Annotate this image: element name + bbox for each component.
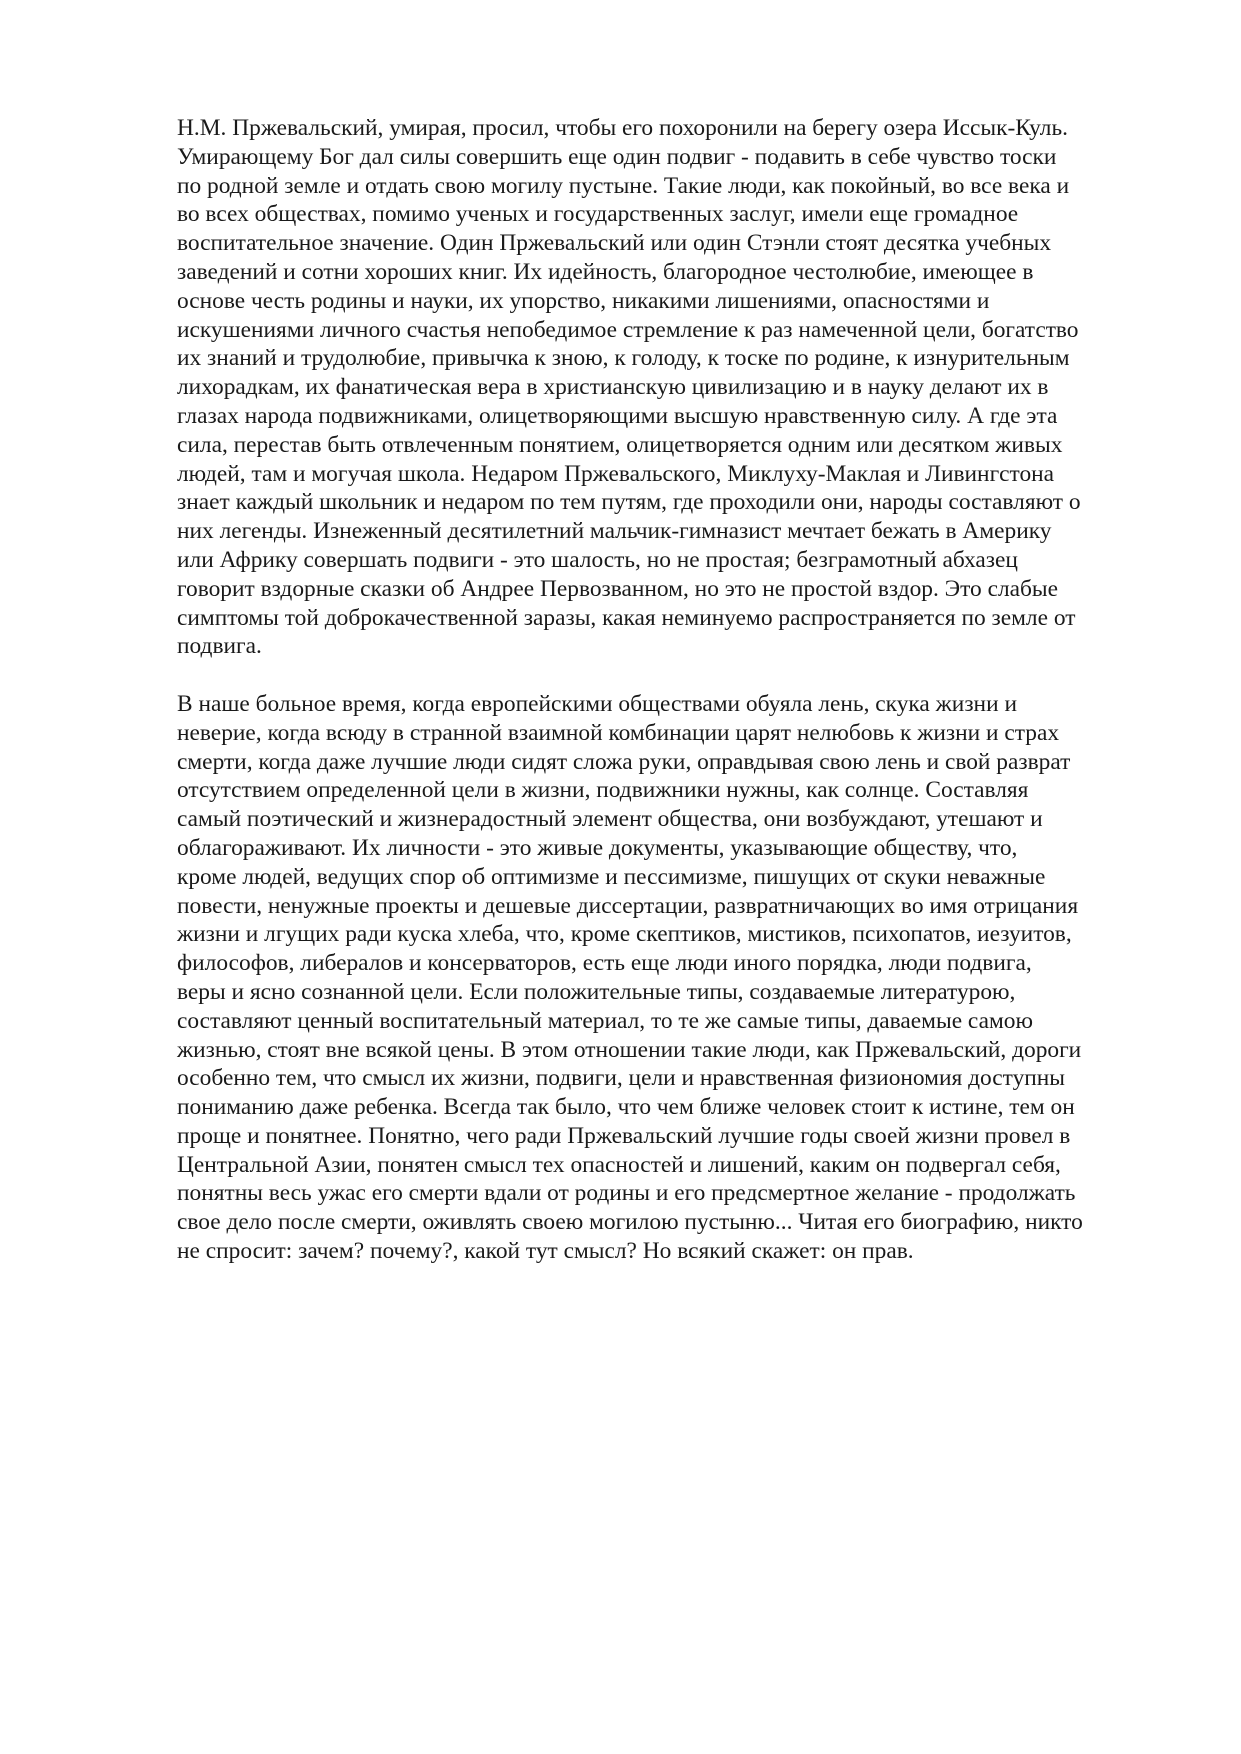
text-line: их знаний и трудолюбие, привычка к зною, к голоду, к тоске по родине, к изнурительным bbox=[177, 345, 1070, 372]
text-line: искушениями личного счастья непобедимое стремление к раз намеченной цели, богатство bbox=[177, 316, 1079, 343]
text-line: смерти, когда даже лучшие люди сидят сложа руки, оправдывая свою лень и свой разврат bbox=[177, 748, 1071, 775]
text-line: В наше больное время, когда европейскими обществами обуяла лень, скука жизни и bbox=[177, 690, 1017, 717]
paragraph-spacer bbox=[177, 661, 1167, 690]
text-line: симптомы той доброкачественной заразы, какая неминуемо распространяется по земле от bbox=[177, 604, 1076, 631]
text-line: проще и понятнее. Понятно, чего ради Пржевальский лучшие годы своей жизни провел в bbox=[177, 1122, 1071, 1149]
text-line: подвига. bbox=[177, 633, 262, 660]
document-body bbox=[177, 114, 1167, 1266]
text-line: Н.М. Пржевальский, умирая, просил, чтобы его похоронили на берегу озера Иссык-Куль. bbox=[177, 115, 1068, 141]
text-line: жизни и лгущих ради куска хлеба, что, кроме скептиков, мистиков, психопатов, иезуитов, bbox=[177, 921, 1072, 948]
text-line: отсутствием определенной цели в жизни, подвижники нужны, как солнце. Составляя bbox=[177, 777, 1029, 804]
text-line: людей, там и могучая школа. Недаром Пржевальского, Миклуху-Маклая и Ливингстона bbox=[177, 460, 1055, 487]
text-line: неверие, когда всюду в странной взаимной комбинации царят нелюбовь к жизни и страх bbox=[177, 719, 1060, 746]
text-line: по родной земле и отдать свою могилу пустыне. Такие люди, как покойный, во все века и bbox=[177, 172, 1070, 199]
text-line: не спросит: зачем? почему?, какой тут смысл? Но всякий скажет: он прав. bbox=[177, 1238, 914, 1265]
paragraph-1 bbox=[177, 114, 1167, 661]
text-line: свое дело после смерти, оживлять своею могилою пустыню... Читая его биографию, никто bbox=[177, 1209, 1083, 1236]
text-line: веры и ясно сознанной цели. Если положительные типы, создаваемые литературою, bbox=[177, 978, 1016, 1005]
text-line: самый поэтический и жизнерадостный элемент общества, они возбуждают, утешают и bbox=[177, 806, 1043, 833]
text-line: особенно тем, что смысл их жизни, подвиги, цели и нравственная физиономия доступны bbox=[177, 1065, 1066, 1092]
text-line: облагораживают. Их личности - это живые документы, указывающие обществу, что, bbox=[177, 834, 1018, 861]
text-line: Центральной Азии, понятен смысл тех опасностей и лишений, каким он подвергал себя, bbox=[177, 1151, 1061, 1178]
paragraph-2 bbox=[177, 690, 1167, 1266]
text-line: знает каждый школьник и недаром по тем путям, где проходили они, народы составляют о bbox=[177, 489, 1081, 516]
text-line: пониманию даже ребенка. Всегда так было, что чем ближе человек стоит к истине, тем он bbox=[177, 1094, 1075, 1121]
text-line: глазах народа подвижниками, олицетворяющими высшую нравственную силу. А где эта bbox=[177, 402, 1058, 429]
text-line: Умирающему Бог дал силы совершить еще один подвиг - подавить в себе чувство тоски bbox=[177, 143, 1057, 170]
text-line: повести, ненужные проекты и дешевые диссертации, развратничающих во имя отрицания bbox=[177, 892, 1079, 919]
text-line: заведений и сотни хороших книг. Их идейность, благородное честолюбие, имеющее в bbox=[177, 258, 1034, 285]
text-line: воспитательное значение. Один Пржевальский или один Стэнли стоят десятка учебных bbox=[177, 230, 1052, 257]
text-line: во всех обществах, помимо ученых и государственных заслуг, имели еще громадное bbox=[177, 201, 1019, 228]
text-line: говорит вздорные сказки об Андрее Первозванном, но это не простой вздор. Это слабые bbox=[177, 575, 1059, 602]
text-line: составляют ценный воспитательный материал, то те же самые типы, даваемые самою bbox=[177, 1007, 1033, 1034]
text-line: лихорадкам, их фанатическая вера в христианскую цивилизацию и в науку делают их в bbox=[177, 374, 1049, 401]
text-line: сила, перестав быть отвлеченным понятием, олицетворяется одним или десятком живых bbox=[177, 431, 1063, 458]
text-line: основе честь родины и науки, их упорство, никакими лишениями, опасностями и bbox=[177, 287, 990, 314]
text-line: жизнью, стоят вне всякой цены. В этом отношении такие люди, как Пржевальский, дороги bbox=[177, 1036, 1082, 1063]
text-line: философов, либералов и консерваторов, есть еще люди иного порядка, люди подвига, bbox=[177, 950, 1032, 977]
text-line: кроме людей, ведущих спор об оптимизме и пессимизме, пишущих от скуки неважные bbox=[177, 863, 1046, 890]
text-line: понятны весь ужас его смерти вдали от родины и его предсмертное желание - продолжать bbox=[177, 1180, 1076, 1207]
text-line: или Африку совершать подвиги - это шалость, но не простая; безграмотный абхазец bbox=[177, 546, 1018, 573]
text-line: них легенды. Изнеженный десятилетний мальчик-гимназист мечтает бежать в Америку bbox=[177, 518, 1052, 545]
